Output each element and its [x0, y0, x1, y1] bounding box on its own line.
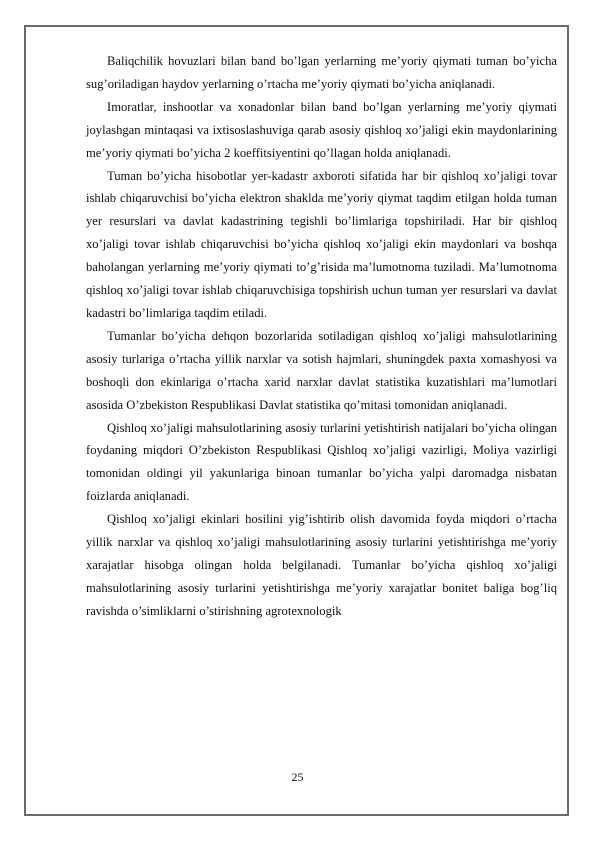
paragraph-5: Qishloq xo’jaligi mahsulotlarining asosiy turlarini yetishtirish natijalari bo’yicha olingan foydaning miqdori O’zbekiston Respublikasi Qishloq xo’jaligi vazirligi, Moliya vazirligi tomonidan oldingi yil yakunlariga binoan tumanlar bo’yicha yalpi daromadga nisbatan foizlarda aniqlanadi.: [86, 420, 557, 504]
paragraph-1: Baliqchilik hovuzlari bilan band bo’lgan yerlarning me’yoriy qiymati tuman bo’yicha sug’oriladigan haydov yerlarning o’rtacha me’yoriy qiymati bo’yicha aniqlanadi.: [86, 54, 557, 91]
document-body: [86, 50, 557, 623]
page-number: 25: [291, 770, 304, 784]
paragraph-6: Qishloq xo’jaligi ekinlari hosilini yig’ishtirib olish davomida foyda miqdori o’rtacha yillik narxlar va qishloq xo’jaligi mahsulotlarining asosiy turlarini yetishtirishga me’yoriy xarajatlar hisobga olingan holda belgilanadi. Tumanlar bo’yicha qishloq xo’jaligi mahsulotlarining asosiy turlarini yetishtirishga me’yoriy xarajatlar bonitet baliga bog’liq ravishda o’simliklarni o’stirishning agrotexnologik: [86, 512, 557, 618]
paragraph-3: Tuman bo’yicha hisobotlar yer-kadastr axboroti sifatida har bir qishloq xo’jaligi tovar ishlab chiqaruvchisi bo’yicha elektron shaklda me’yoriy qiymat taqdim etilgan holda tuman yer resurslari va davlat kadastrining tegishli bo’limlariga topshiriladi. Har bir qishloq xo’jaligi tovar ishlab chiqaruvchisi bo’yicha qishloq xo’jaligi ekin maydonlari va boshqa baholangan yerlarning me’yoriy qiymati to’g’risida ma’lumotnoma tuziladi. Ma’lumotnoma qishloq xo’jaligi tovar ishlab chiqaruvchisiga topshirish uchun tuman yer resurslari va davlat kadastri bo’limlariga taqdim etiladi.: [86, 168, 557, 320]
paragraph-4: Tumanlar bo’yicha dehqon bozorlarida sotiladigan qishloq xo’jaligi mahsulotlarining asosiy turlariga o’rtacha yillik narxlar va sotish hajmlari, shuningdek paxta xomashyosi va boshoqli don ekinlariga o’rtacha xarid narxlar davlat statistika kuzatishlari ma’lumotlari asosida O’zbekiston Respublikasi Davlat statistika qo’mitasi tomonidan aniqlanadi.: [86, 328, 557, 412]
paragraph-2: Imoratlar, inshootlar va xonadonlar bilan band bo’lgan yerlarning me’yoriy qiymati joylashgan mintaqasi va ixtisoslashuviga qarab asosiy qishloq xo’jaligi ekin maydonlarining me’yoriy qiymati bo’yicha 2 koeffitsiyentini qo’llagan holda aniqlanadi.: [86, 99, 557, 160]
